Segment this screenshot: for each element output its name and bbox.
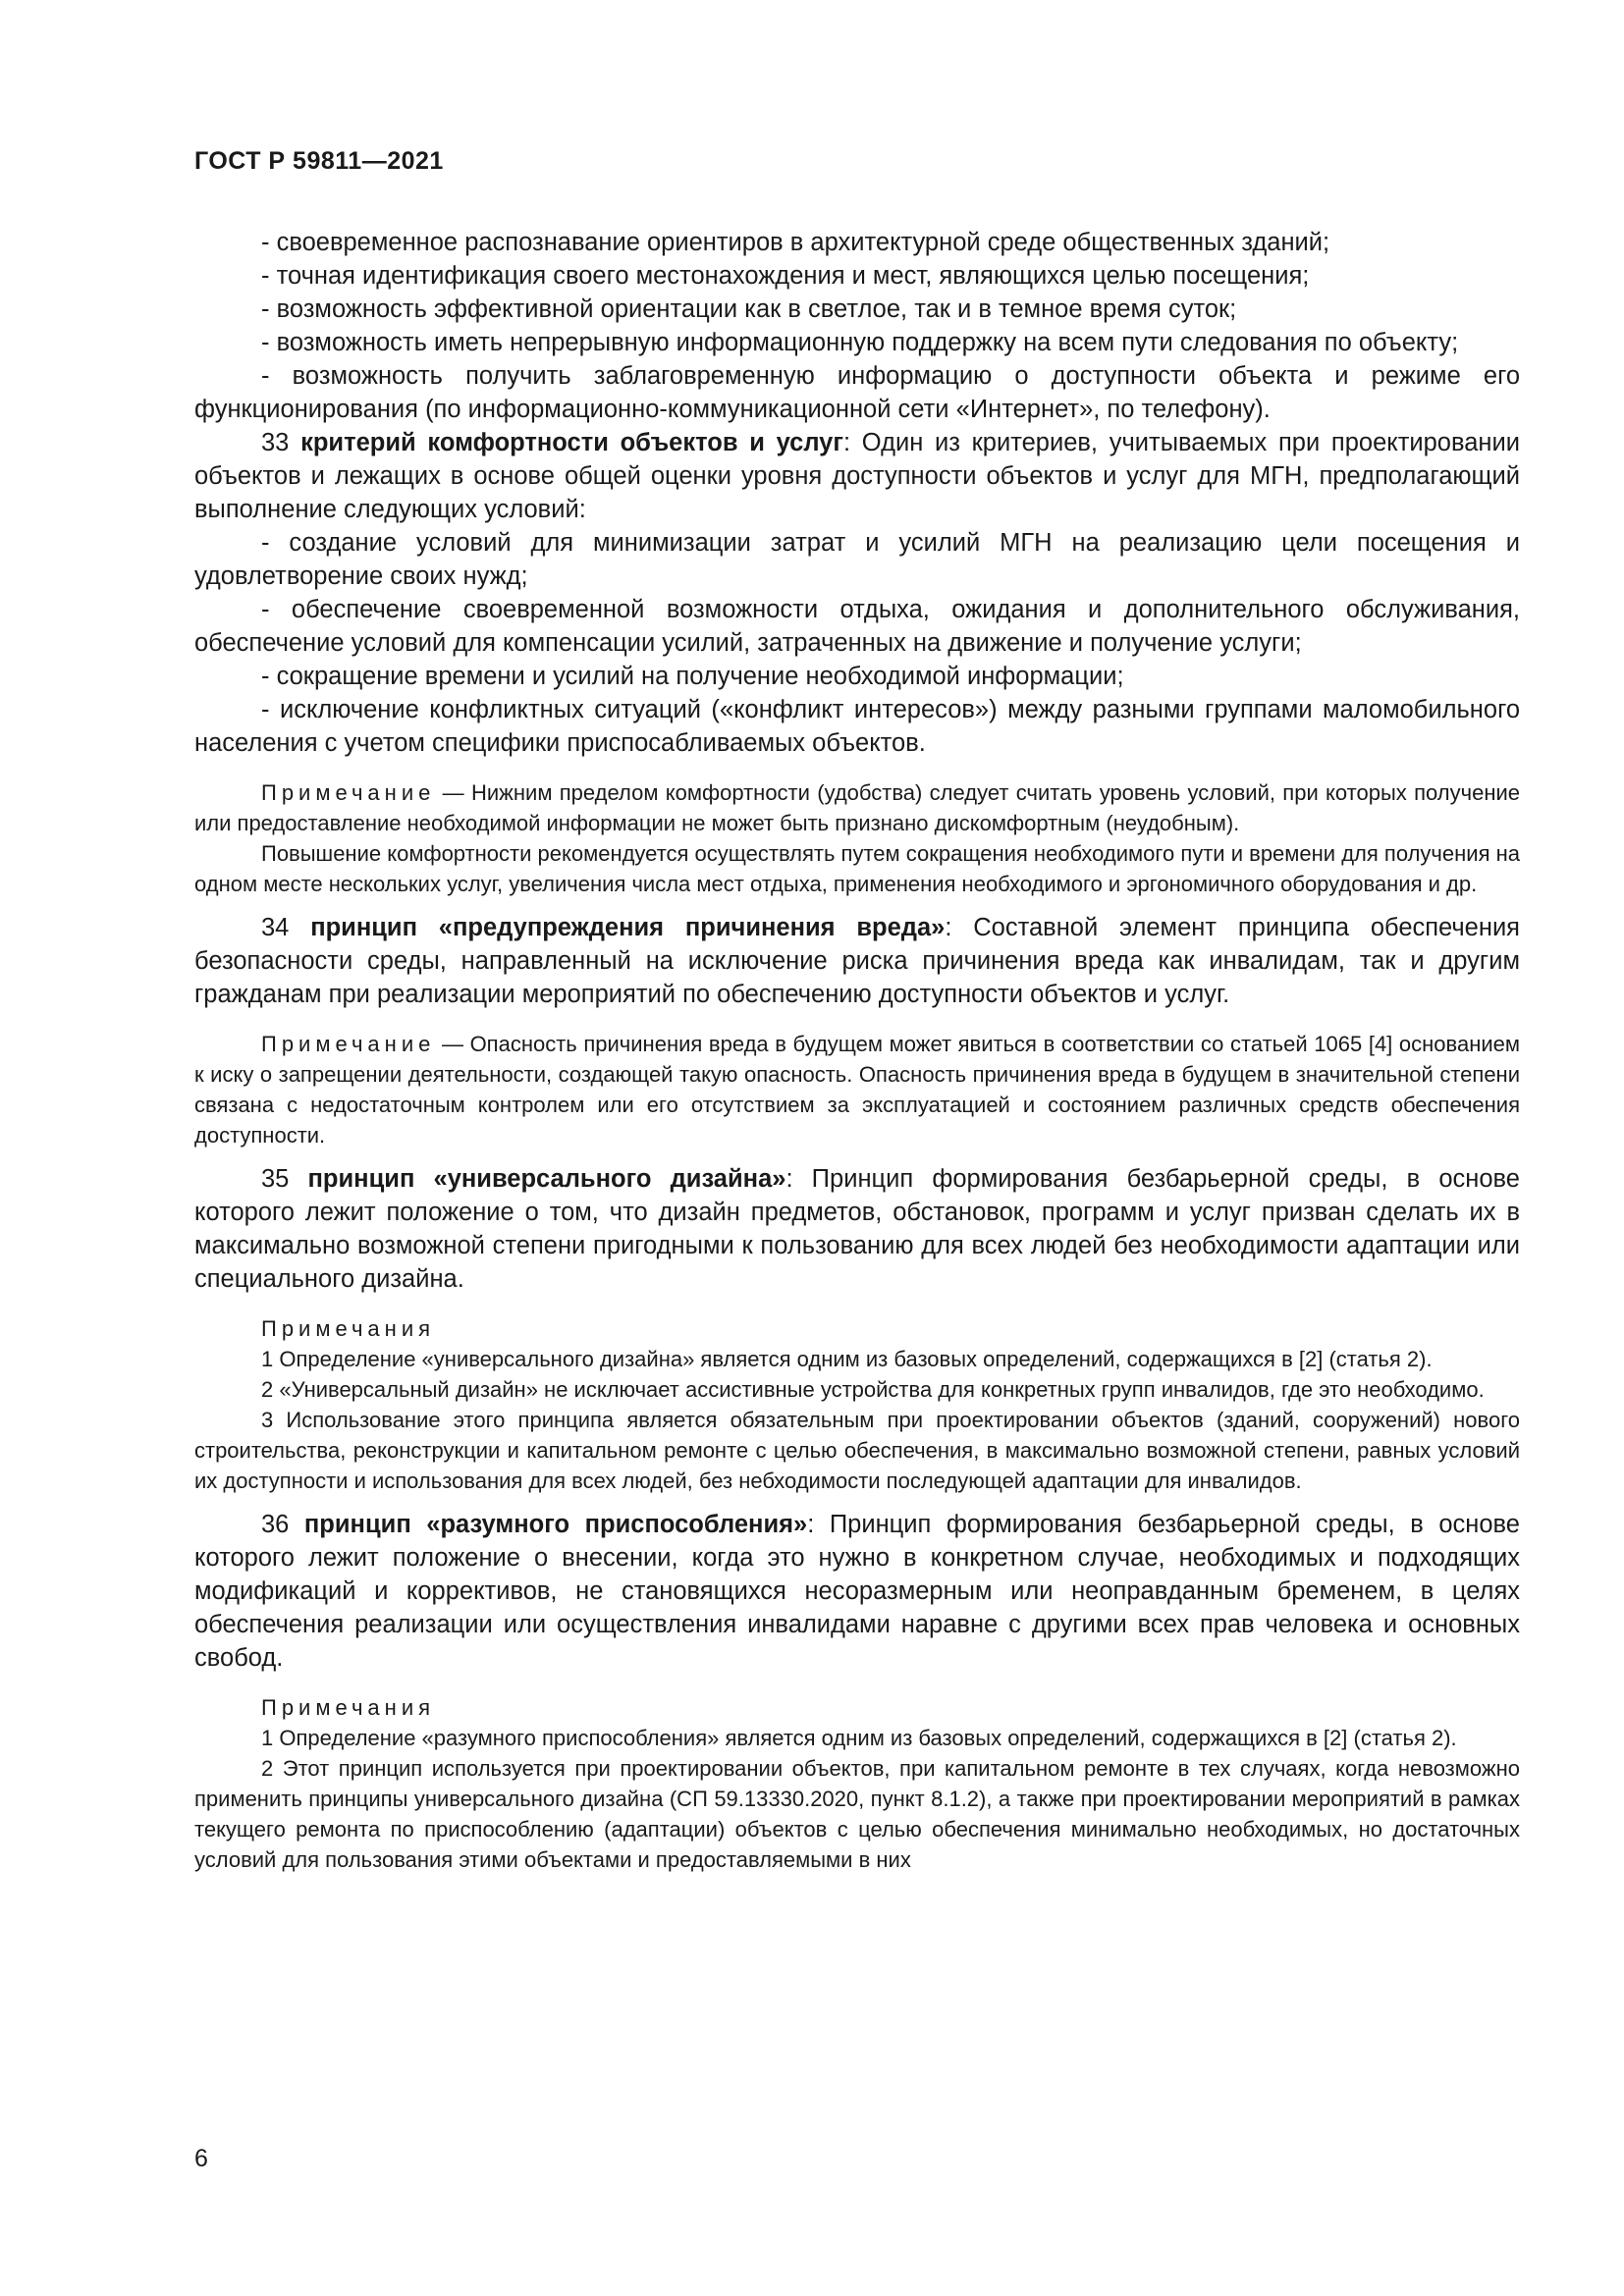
note-label: Примечания [261, 1695, 436, 1720]
term-title: принцип «универсального дизайна» [307, 1165, 786, 1193]
paragraph-text: 3 Использование этого принципа является обязательным при проектировании объектов (зданий, сооружений) нового строительства, реконструкции и капитальном ремонте с целью обеспечения, в максимально возможной степени, равных условий их доступности и использования для всех людей, без небходимости последующей адаптации для инвалидов. [194, 1408, 1520, 1493]
term-number: 34 [261, 914, 311, 941]
note-paragraph [194, 1374, 1520, 1405]
page-number: 6 [194, 2145, 208, 2172]
note-paragraph [194, 1692, 1520, 1723]
paragraph-text: : Составной элемент принципа обеспечения безопасности среды, направленный на исключение риска причинения вреда как инвалидам, так и другим гражданам при реализации мероприятий по обеспечению доступности объектов и услуг. [194, 914, 1520, 1008]
text-paragraph [194, 293, 1520, 326]
paragraph-text: - возможность иметь непрерывную информационную поддержку на всем пути следования по объекту; [261, 329, 1459, 356]
paragraph-text: - сокращение времени и усилий на получение необходимой информации; [261, 663, 1124, 690]
paragraph-text: - своевременное распознавание ориентиров в архитектурной среде общественных зданий; [261, 229, 1330, 256]
note-label: Примечания [261, 1316, 436, 1341]
paragraph-text: 2 «Универсальный дизайн» не исключает ассистивные устройства для конкретных групп инвалидов, где это необходимо. [261, 1377, 1485, 1402]
note-paragraph [194, 1753, 1520, 1875]
note-paragraph [194, 1029, 1520, 1150]
paragraph-text: - точная идентификация своего местонахождения и мест, являющихся целью посещения; [261, 262, 1310, 290]
paragraph-text: - обеспечение своевременной возможности отдыха, ожидания и дополнительного обслуживания, обеспечение условий для компенсации усилий, затраченных на движение и получение услуги; [194, 596, 1520, 657]
paragraph-text: 1 Определение «разумного приспособления» является одним из базовых определений, содержащихся в [2] (статья 2). [261, 1726, 1457, 1750]
paragraph-text: Повышение комфортности рекомендуется осуществлять путем сокращения необходимого пути и времени для получения на одном месте нескольких услуг, увеличения числа мест отдыха, применения необходимого и эргономичного оборудования и др. [194, 841, 1520, 896]
text-paragraph [194, 660, 1520, 693]
text-paragraph [194, 426, 1520, 526]
note-label: Примечание [261, 1032, 436, 1056]
paragraph-text: : Принцип формирования безбарьерной среды, в основе которого лежит положение о внесении, когда это нужно в конкретном случае, необходимых и подходящих модификаций и коррективов, не становящихся несоразмерным или неоправданным бременем, в целях обеспечения реализации или осуществления инвалидами наравне с другими всех прав человека и основных свобод. [194, 1511, 1520, 1672]
note-label: Примечание [261, 780, 436, 805]
term-title: принцип «предупреждения причинения вреда» [310, 914, 946, 941]
text-paragraph [194, 326, 1520, 359]
note-paragraph [194, 1723, 1520, 1753]
note-paragraph [194, 838, 1520, 899]
text-paragraph [194, 693, 1520, 760]
paragraph-text: — Нижним пределом комфортности (удобства) следует считать уровень условий, при которых получение или предоставление необходимой информации не может быть признано дискомфортным (неудобным). [194, 780, 1520, 835]
term-number: 33 [261, 429, 301, 456]
text-paragraph [194, 226, 1520, 259]
paragraph-text: - возможность эффективной ориентации как в светлое, так и в темное время суток; [261, 295, 1237, 323]
text-paragraph [194, 1508, 1520, 1675]
term-number: 35 [261, 1165, 308, 1193]
document-header: ГОСТ Р 59811—2021 [194, 147, 444, 175]
paragraph-text: - исключение конфликтных ситуаций («конфликт интересов») между разными группами маломобильного населения с учетом специфики приспосабливаемых объектов. [194, 696, 1520, 757]
paragraph-text: : Принцип формирования безбарьерной среды, в основе которого лежит положение о том, что дизайн предметов, обстановок, программ и услуг призван сделать их в максимально возможной степени пригодными к пользованию для всех людей без необходимости адаптации или специального дизайна. [194, 1165, 1520, 1293]
document-body [194, 226, 1520, 1875]
paragraph-text: : Один из критериев, учитываемых при проектировании объектов и лежащих в основе общей оценки уровня доступности объектов и услуг для МГН, предполагающий выполнение следующих условий: [194, 429, 1520, 523]
note-paragraph [194, 1344, 1520, 1374]
note-paragraph [194, 1313, 1520, 1344]
text-paragraph [194, 259, 1520, 293]
paragraph-text: 1 Определение «универсального дизайна» является одним из базовых определений, содержащихся в [2] (статья 2). [261, 1347, 1433, 1371]
text-paragraph [194, 911, 1520, 1011]
paragraph-text: - создание условий для минимизации затрат и усилий МГН на реализацию цели посещения и удовлетворение своих нужд; [194, 529, 1520, 590]
note-paragraph [194, 1405, 1520, 1496]
note-paragraph [194, 777, 1520, 838]
paragraph-text: 2 Этот принцип используется при проектировании объектов, при капитальном ремонте в тех случаях, когда невозможно применить принципы универсального дизайна (СП 59.13330.2020, пункт 8.1.2), а также при проектировании мероприятий в рамках текущего ремонта по приспособлению (адаптации) объектов с целью обеспечения минимально необходимых, но достаточных условий для пользования этими объектами и предоставляемыми в них [194, 1756, 1520, 1872]
text-paragraph [194, 359, 1520, 426]
term-title: критерий комфортности объектов и услуг [300, 429, 843, 456]
text-paragraph [194, 526, 1520, 593]
paragraph-text: — Опасность причинения вреда в будущем может явиться в соответствии со статьей 1065 [4] основанием к иску о запрещении деятельности, создающей такую опасность. Опасность причинения вреда в будущем в значительной степени связана с недостаточным контролем или его отсутствием за эксплуатацией и состоянием различных средств обеспечения доступности. [194, 1032, 1520, 1148]
paragraph-text: - возможность получить заблаговременную информацию о доступности объекта и режиме его функционирования (по информационно-коммуникационной сети «Интернет», по телефону). [194, 362, 1520, 423]
text-paragraph [194, 593, 1520, 660]
term-title: принцип «разумного приспособления» [303, 1511, 808, 1538]
text-paragraph [194, 1162, 1520, 1296]
term-number: 36 [261, 1511, 304, 1538]
